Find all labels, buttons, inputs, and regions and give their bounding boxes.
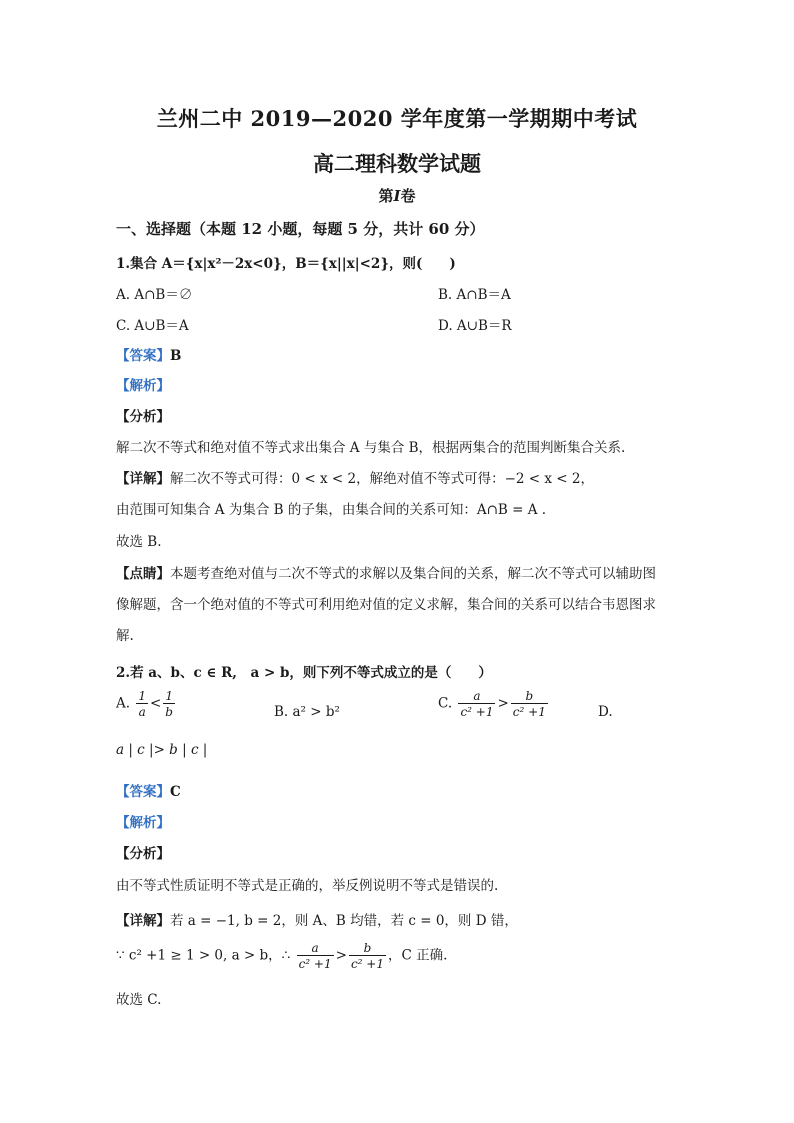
q1-answer: 【答案】B: [116, 348, 182, 364]
fraction-1-over-a: $\frac{1}{a}$: [138, 689, 146, 719]
exam-title: 兰州二中 2019—2020 学年度第一学期期中考试: [156, 106, 638, 131]
q2-analysis-tag: 【解析】: [116, 815, 170, 831]
q1-fenxi-tag: 【分析】: [116, 409, 170, 425]
volume-label: 第I卷: [378, 187, 416, 205]
q2-option-c: C. $\frac{a}{\text{c² +1}}$ > $\frac{b}{\text{c² +1}}$: [438, 689, 546, 719]
q1-detail-2: 由范围可知集合 A 为集合 B 的子集，由集合间的关系可知：A∩B = A .: [116, 502, 547, 518]
q1-option-b: B. A∩B＝A: [438, 287, 511, 303]
q2-option-b: B. a² > b²: [274, 704, 340, 720]
q1-review-3: 解.: [116, 628, 134, 644]
q1-analysis-tag: 【解析】: [116, 378, 170, 394]
q1-option-d: D. A∪B＝R: [438, 318, 512, 334]
q1-option-a: A. A∩B＝∅: [116, 287, 193, 303]
q1-review-2: 像解题，含一个绝对值的不等式可利用绝对值的定义求解，集合间的关系可以结合韦恩图求: [116, 597, 656, 613]
q2-option-d-label: D.: [598, 704, 613, 720]
q1-fenxi: 解二次不等式和绝对值不等式求出集合 A 与集合 B，根据两集合的范围判断集合关系.: [116, 440, 626, 456]
q2-fenxi-tag: 【分析】: [116, 846, 170, 862]
q1-review-1: 【点睛】本题考查绝对值与二次不等式的求解以及集合间的关系，解二次不等式可以辅助图: [116, 566, 656, 582]
q2-conclusion: 故选 C.: [116, 992, 162, 1008]
q2-fenxi: 由不等式性质证明不等式是正确的，举反例说明不等式是错误的.: [116, 878, 499, 894]
q2-detail-2: ∵ c² +1 ≥ 1 > 0, a > b，∴ $\frac{a}{\text{c² +1}}$ > $\frac{b}{\text{c² +1}}$ ，C 正确.: [116, 941, 448, 971]
fraction-b-over-c2p1: $\frac{b}{\text{c² +1}}$: [512, 689, 546, 719]
section-heading: 一、选择题（本题 12 小题，每题 5 分，共计 60 分）: [116, 220, 485, 238]
q1-detail-1: 【详解】解二次不等式可得：0 < x < 2，解绝对值不等式可得：−2 < x < 2，: [116, 471, 594, 487]
fraction-a-over-c2p1-detail: $\frac{a}{\text{c² +1}}$: [298, 941, 332, 971]
q1-conclusion: 故选 B.: [116, 534, 162, 550]
q2-detail-1: 【详解】若 a = −1, b = 2，则 A、B 均错，若 c = 0，则 D 错，: [116, 913, 518, 929]
q1-stem: 1.集合 A＝{x|x²－2x<0}，B＝{x||x|<2}，则( ): [116, 256, 456, 272]
exam-subtitle: 高二理科数学试题: [313, 151, 481, 176]
q2-stem: 2.若 a、b、c ∈ R, a > b，则下列不等式成立的是（ ）: [116, 665, 492, 681]
fraction-b-over-c2p1-detail: $\frac{b}{\text{c² +1}}$: [350, 941, 384, 971]
q2-answer: 【答案】C: [116, 784, 181, 800]
q2-option-a: A. $\frac{1}{a}$ < $\frac{1}{b}$: [116, 689, 173, 719]
fraction-1-over-b: $\frac{1}{b}$: [165, 689, 173, 719]
fraction-a-over-c2p1: $\frac{a}{\text{c² +1}}$: [460, 689, 494, 719]
q2-option-d: a | c |> b | c |: [116, 742, 208, 758]
q1-option-c: C. A∪B＝A: [116, 318, 189, 334]
